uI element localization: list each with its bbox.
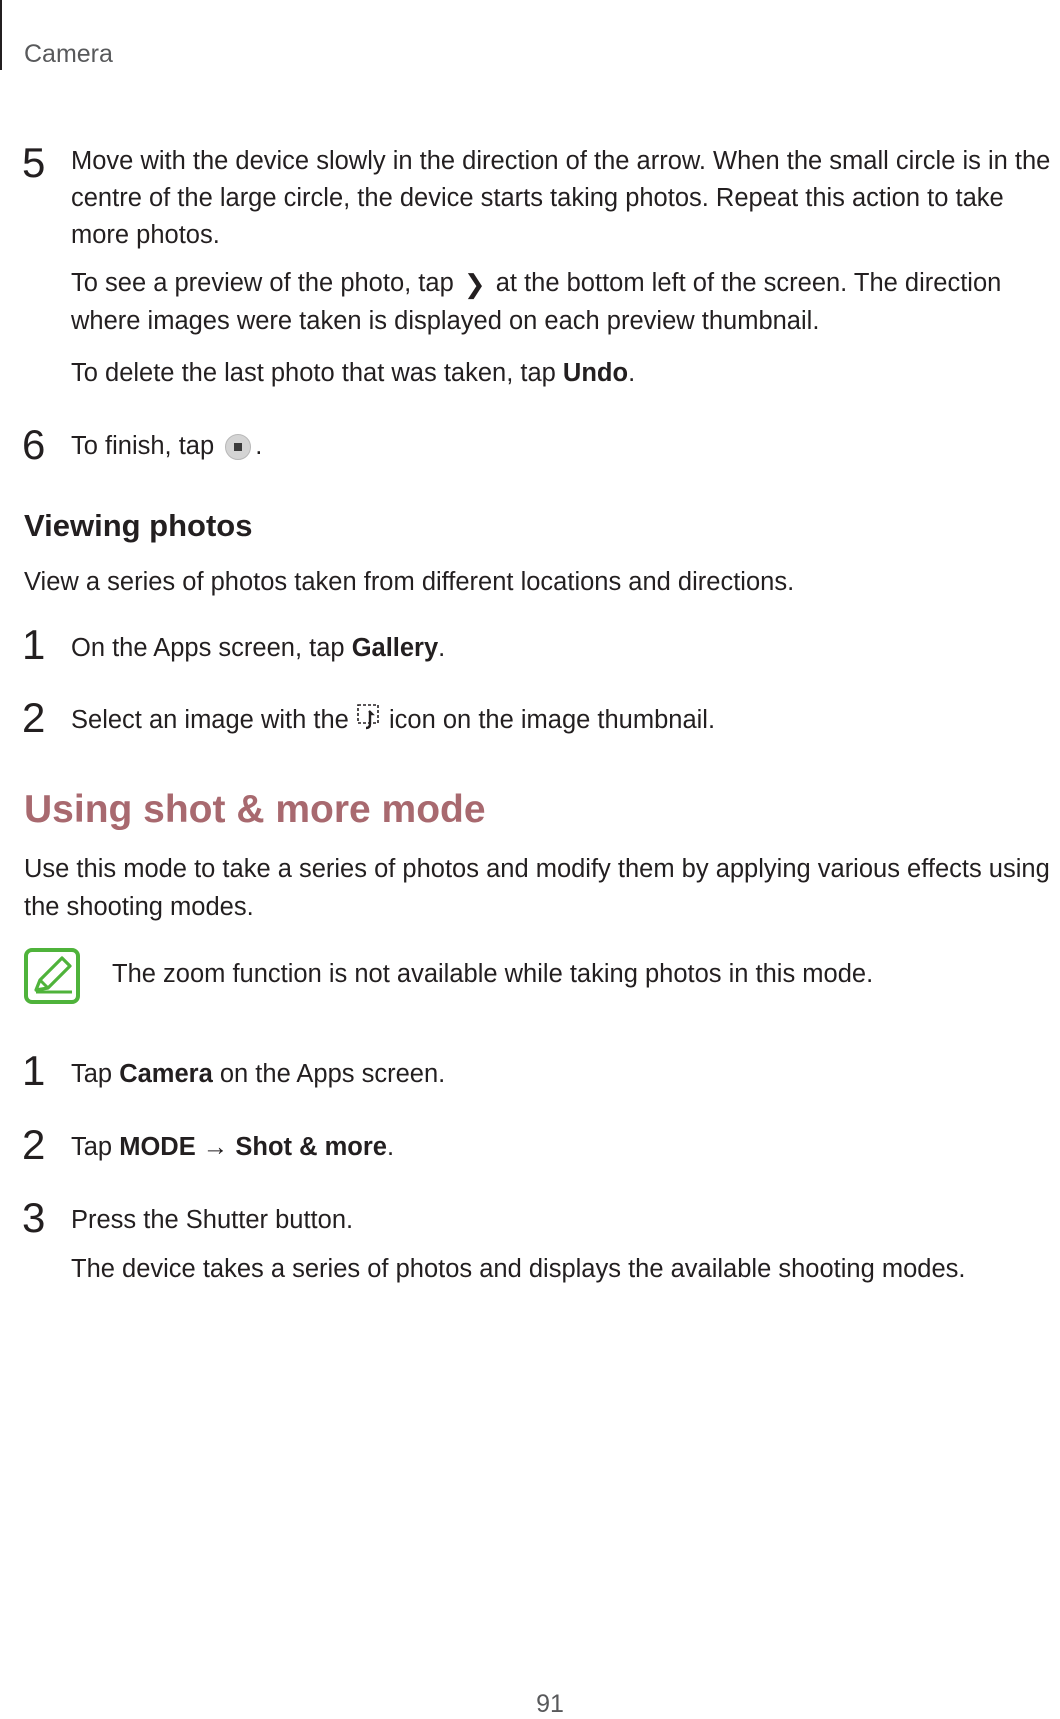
step-text [71, 630, 1056, 667]
result-paragraph: The device takes a series of photos and displays the available shooting modes. [71, 1255, 966, 1283]
step-text-before: Select an image with the [71, 706, 349, 735]
camera-label: Camera [119, 1060, 213, 1088]
step-text-after: . [438, 634, 446, 662]
undo-paragraph [71, 355, 1056, 392]
shot-more-label: Shot & more [235, 1133, 387, 1161]
step-text-after: on the Apps screen. [212, 1060, 446, 1088]
step-text: Press the Shutter button. [71, 1206, 354, 1234]
step-number: 3 [22, 1194, 46, 1241]
step6-before: To finish, tap [71, 432, 215, 460]
undo-text-before: To delete the last photo that was taken, tap [71, 359, 563, 387]
running-header: Camera [24, 40, 113, 68]
panorama-thumbnail-icon [356, 702, 382, 741]
chevron-right-icon: ❯ [463, 268, 486, 299]
step-number: 6 [22, 421, 46, 468]
step-number: 5 [22, 139, 46, 186]
section-heading: Using shot & more mode [24, 788, 486, 831]
step-text-after: . [386, 1133, 395, 1161]
undo-text-after: . [628, 359, 636, 387]
section-intro: Use this mode to take a series of photos and modify them by applying various effects using the shooting modes. [24, 855, 1050, 921]
viewing-intro: View a series of photos taken from different locations and directions. [24, 568, 795, 596]
preview-paragraph [71, 265, 1056, 340]
step-number: 1 [22, 621, 46, 668]
step6-after: . [255, 432, 263, 460]
step-text [71, 428, 1056, 465]
undo-label: Undo [562, 359, 629, 387]
step-text-after: icon on the image thumbnail. [389, 706, 716, 735]
preview-text-after: at the bottom left of the screen. The direction where images were taken is displayed on each preview thumbnail. [71, 269, 1002, 335]
step-number: 2 [22, 1121, 46, 1168]
step-number: 2 [22, 694, 46, 741]
viewing-photos-heading: Viewing photos [24, 508, 253, 543]
note-pencil-icon [24, 948, 80, 1004]
step-text [71, 1056, 1056, 1093]
step-text-before: Tap [71, 1060, 120, 1088]
step-text-before: Tap [71, 1133, 120, 1161]
step-text [71, 702, 1056, 741]
step-number: 1 [22, 1047, 46, 1094]
step-text [71, 1129, 1056, 1166]
arrow-separator: → [195, 1133, 236, 1161]
note-text: The zoom function is not available while taking photos in this mode. [112, 960, 874, 988]
mode-label: MODE [119, 1133, 196, 1161]
gallery-label: Gallery [351, 634, 439, 662]
header-rule [0, 0, 2, 70]
page-number: 91 [536, 1690, 564, 1718]
step-text: Move with the device slowly in the direction of the arrow. When the small circle is in the centre of the large circle, the device starts taking photos. Repeat this action to take more photos. [71, 147, 1051, 249]
preview-text-before: To see a preview of the photo, tap [71, 269, 454, 297]
step-text-before: On the Apps screen, tap [71, 634, 352, 662]
stop-icon [225, 434, 251, 460]
